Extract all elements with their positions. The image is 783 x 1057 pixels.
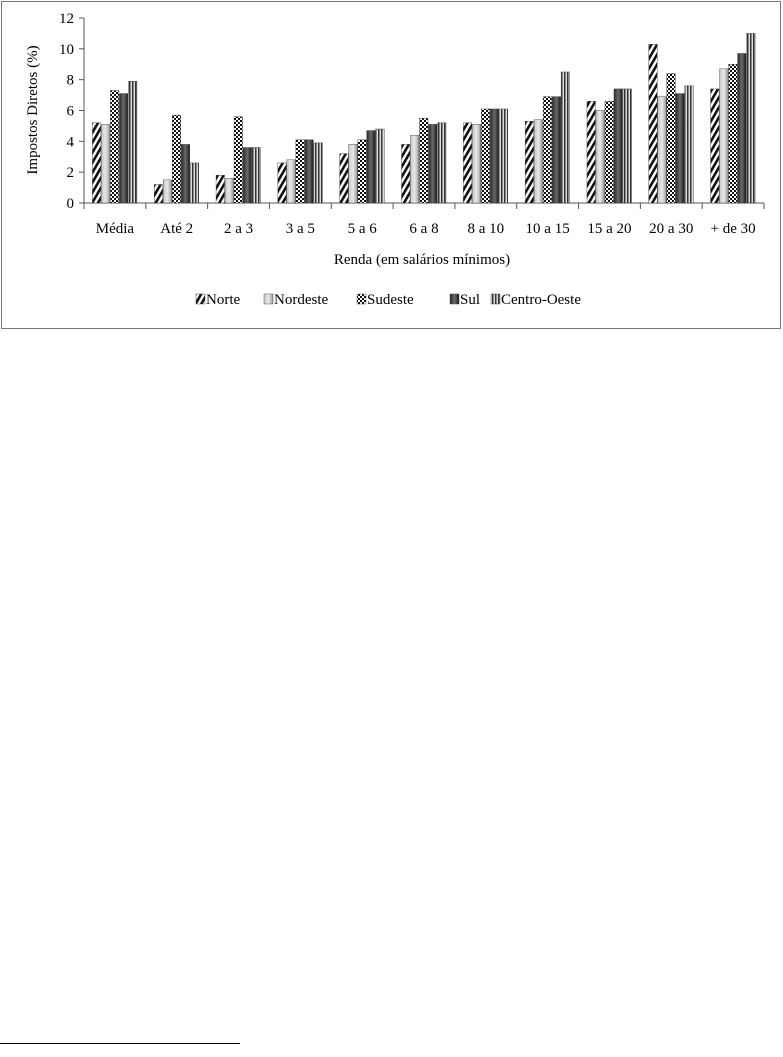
chart-frame [0,0,783,330]
bar-nordeste-9 [658,97,667,203]
legend-label-norte: Norte [206,292,241,308]
footnote-rule [0,1043,240,1044]
y-tick-label: 2 [66,165,74,182]
bar-norte-4 [340,154,349,203]
bar-nordeste-6 [472,124,481,203]
bar-nordeste-8 [596,111,605,204]
bar-sul-4 [367,131,376,203]
category-label: 2 a 3 [223,221,254,237]
bar-sul-3 [305,140,314,203]
bar-sul-7 [552,97,561,203]
bar-sul-6 [490,109,499,203]
category-label: 8 a 10 [467,221,505,237]
bar-norte-5 [402,144,411,203]
category-label: Média [95,221,135,237]
y-tick-label: 12 [59,11,74,27]
bar-nordeste-1 [163,180,172,203]
y-tick-label: 0 [66,196,74,212]
bar-sudeste-6 [481,109,490,203]
y-tick-label: 10 [59,41,74,58]
bar-sudeste-1 [172,115,181,203]
bar-centro-oeste-9 [685,86,694,203]
legend-label-sudeste: Sudeste [367,292,414,308]
bar-norte-3 [278,163,287,203]
bar-centro-oeste-1 [190,163,199,203]
bar-norte-7 [525,121,534,203]
legend-swatch-norte [196,294,205,304]
category-label: 10 a 15 [525,221,570,237]
bar-centro-oeste-4 [376,129,385,203]
bar-norte-0 [92,123,101,203]
bar-chart [0,0,783,330]
legend-swatch-sudeste [357,294,366,304]
bar-norte-9 [649,44,658,203]
category-label: 5 a 6 [347,221,377,237]
bar-nordeste-5 [411,135,420,203]
bar-centro-oeste-10 [747,33,756,203]
bar-sul-2 [243,148,252,204]
category-label: Até 2 [160,221,194,237]
bar-sul-1 [181,144,190,203]
legend-label-nordeste: Nordeste [274,292,329,308]
bar-norte-1 [154,185,163,204]
bar-sudeste-10 [729,64,738,203]
bar-sudeste-7 [543,97,552,203]
bar-sul-10 [738,53,747,203]
x-axis-title: Renda (em salários mínimos) [333,252,511,268]
category-label: 15 a 20 [587,221,632,237]
bar-nordeste-10 [720,69,729,203]
bar-sul-5 [429,124,438,203]
bar-sudeste-0 [110,90,119,203]
bar-centro-oeste-3 [314,143,323,203]
bar-sudeste-5 [420,118,429,203]
legend-swatch-nordeste [264,294,273,304]
bar-nordeste-2 [225,178,234,203]
legend-label-sul: Sul [460,292,481,308]
y-tick-label: 4 [66,134,74,151]
bar-norte-2 [216,175,225,203]
y-tick-label: 8 [66,72,74,89]
y-tick-label: 6 [66,103,74,120]
bar-nordeste-3 [287,160,296,203]
bar-sul-9 [676,94,685,203]
bar-sul-8 [614,89,623,203]
bar-sudeste-2 [234,117,243,203]
bar-nordeste-7 [534,120,543,203]
category-label: 6 a 8 [409,221,439,237]
bar-nordeste-4 [349,144,358,203]
category-label: 3 a 5 [285,221,315,237]
legend-swatch-sul [450,294,459,304]
category-label: + de 30 [710,221,756,237]
bar-norte-6 [463,123,472,203]
bar-centro-oeste-7 [561,72,570,203]
bar-centro-oeste-8 [623,89,632,203]
legend-label-centro-oeste: Centro-Oeste [501,292,581,308]
bar-norte-10 [711,89,720,203]
bar-sudeste-4 [358,140,367,203]
bar-sudeste-9 [667,74,676,204]
bar-sul-0 [119,94,128,203]
legend-swatch-centro-oeste [491,294,500,304]
bar-nordeste-0 [101,124,110,203]
category-label: 20 a 30 [649,221,694,237]
y-axis-title: Impostos Diretos (%) [25,45,41,175]
bar-centro-oeste-0 [128,81,137,203]
bar-centro-oeste-6 [499,109,508,203]
bar-sudeste-8 [605,101,614,203]
bar-norte-8 [587,101,596,203]
bar-centro-oeste-5 [438,123,447,203]
bar-centro-oeste-2 [252,148,261,204]
bar-sudeste-3 [296,140,305,203]
